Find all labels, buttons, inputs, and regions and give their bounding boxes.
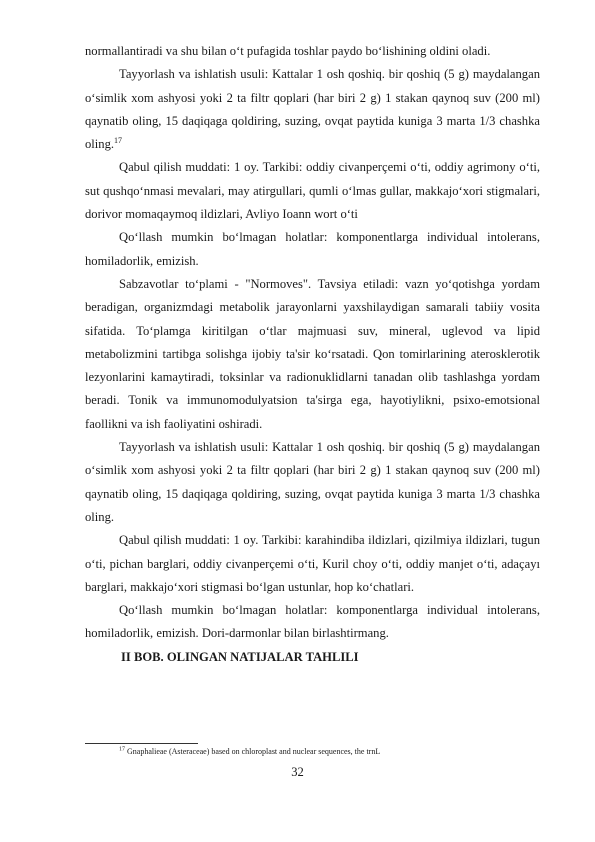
- paragraph-2: [85, 63, 540, 156]
- paragraph-5: Sabzavotlar to‘plami - "Normoves". Tavsiya etiladi: vazn yo‘qotishga yordam beradigan, organizmdagi metabolik jarayonlarni yaxshilaydigan samarali tabiiy vosita sifatida. To‘plamga kiritilgan o‘tlar majmuasi suv, mineral, uglevod va lipid metabolizmini tartibga solishga ijobiy ta'sir ko‘rsatadi. Qon tomirlarining aterosklerotik lezyonlarini kamaytiradi, toksinlar va radionuklidlarni tanadan olib tashlashga yordam beradi. Tonik va immunomodulyatsion ta'sirga ega, hayotiylikni, psixo-emotsional faollikni va ish faoliyatini oshiradi.: [85, 276, 540, 431]
- paragraph-6: Tayyorlash va ishlatish usuli: Kattalar 1 osh qoshiq. bir qoshiq (5 g) maydalangan o‘simlik xom ashyosi yoki 2 ta filtr qoplari (har biri 2 g) 1 stakan qaynoq suv (200 ml) qaynatib oling, 15 daqiqaga qoldiring, suzing, ovqat paytida kuniga 3 marta 1/3 chashka oling.: [85, 440, 540, 524]
- footnote-reference: 17: [114, 136, 123, 145]
- paragraph-3: Qabul qilish muddati: 1 oy. Tarkibi: oddiy civanperçemi o‘ti, oddiy agrimony o‘ti, sut qushqo‘nmasi mevalari, may atirgullari, qumli o‘lmas gullar, makkajo‘xori stigmalari, dorivor momaqaymoq ildizlari, Avliyo Ioann wort o‘ti: [85, 160, 540, 222]
- footnote-number: 17: [119, 746, 125, 753]
- paragraph-1: normallantiradi va shu bilan o‘t pufagida toshlar paydo bo‘lishining oldini oladi.: [85, 44, 491, 58]
- paragraph-2-text: Tayyorlash va ishlatish usuli: Kattalar 1 osh qoshiq. bir qoshiq (5 g) maydalangan o‘simlik xom ashyosi yoki 2 ta filtr qoplari (har biri 2 g) 1 stakan qaynoq suv (200 ml) qaynatib oling, 15 daqiqaga qoldiring, suzing, ovqat paytida kuniga 3 marta 1/3 chashka oling.: [85, 67, 540, 152]
- paragraph-7: Qabul qilish muddati: 1 oy. Tarkibi: karahindiba ildizlari, qizilmiya ildizlari, tugun o‘ti, pichan barglari, oddiy civanperçemi o‘ti, Kuril choy o‘ti, oddiy manjet o‘ti, adaçayı barglari, makkajo‘xori stigmasi bo‘lgan ustunlar, hop ko‘chatlari.: [85, 533, 540, 594]
- footnote-divider: [85, 743, 198, 744]
- page-number: 32: [291, 765, 304, 779]
- paragraph-8: Qo‘llash mumkin bo‘lmagan holatlar: komponentlarga individual intolerans, homiladorlik, emizish. Dori-darmonlar bilan birlashtirmang.: [85, 603, 540, 641]
- paragraph-4: Qo‘llash mumkin bo‘lmagan holatlar: komponentlarga individual intolerans, homiladorlik, emizish.: [85, 230, 540, 268]
- document-body: [85, 40, 540, 669]
- footnote-text: Gnaphalieae (Asteraceae) based on chloroplast and nuclear sequences, the trnL: [127, 747, 381, 756]
- footnote: [119, 747, 539, 757]
- section-heading: II BOB. OLINGAN NATIJALAR TAHLILI: [121, 649, 359, 664]
